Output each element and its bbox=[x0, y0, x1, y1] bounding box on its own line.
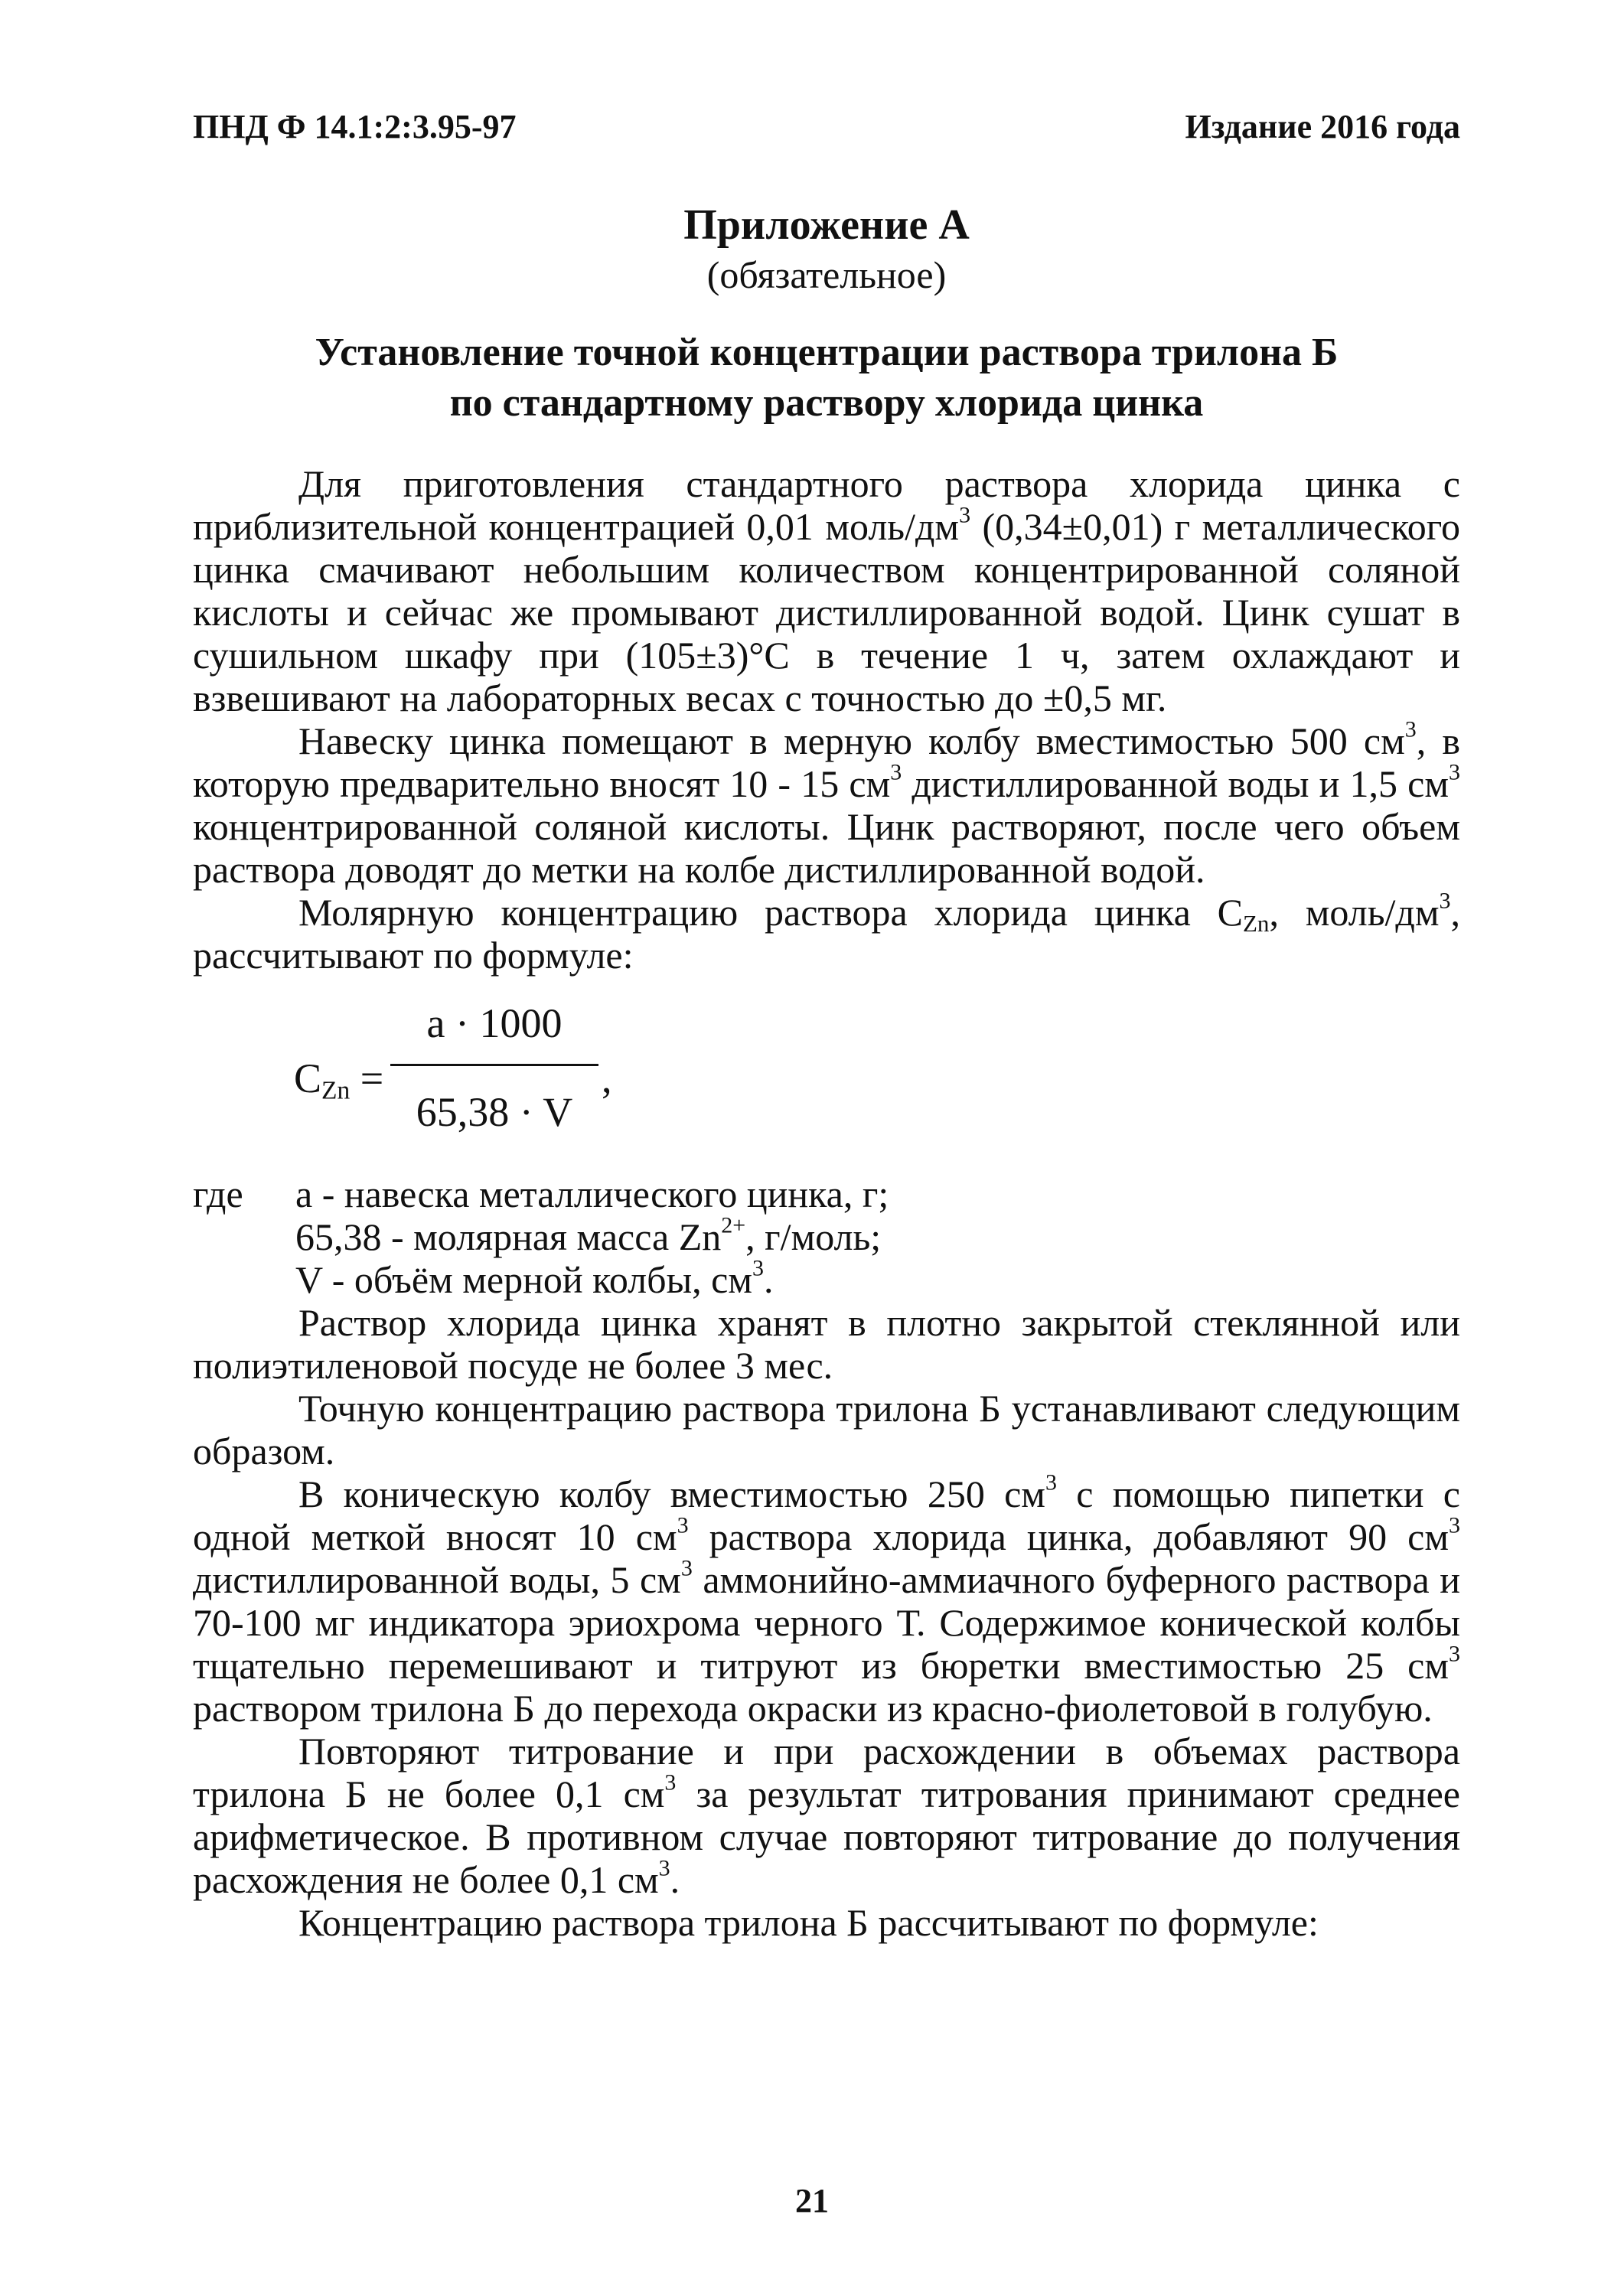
paragraph-zinc-preparation: Для приготовления стандартного раствора хлорида цинка с приблизительной концентрацией 0,01 моль/$дм^3$ (0,34±0,01) г металлического цинка смачивают небольшим количеством концентрированной соляной кислоты и сейчас же промывают дистиллированной водой. Цинк сушат в сушильном шкафу при (105±3)°С в течение 1 ч, затем охлаждают и взвешивают на лабораторных весах с точностью до ±0,5 мг. bbox=[193, 462, 1460, 719]
legend-label: где bbox=[193, 1172, 243, 1215]
section-title-line-1: Установление точной концентрации раствора трилона Б bbox=[315, 331, 1339, 374]
section-title-line-2: по стандартному раствору хлорида цинка bbox=[449, 381, 1204, 425]
document-code: ПНД Ф 14.1:2:3.95-97 bbox=[193, 108, 517, 145]
page-number: 21 bbox=[795, 2182, 829, 2219]
formula-numerator: a · 1000 bbox=[426, 1000, 563, 1046]
text-block-2 bbox=[193, 1301, 1460, 1944]
formula-lhs: $C_{Zn}$ = bbox=[294, 1055, 384, 1105]
formula-denominator: 65,38 · V bbox=[416, 1089, 573, 1135]
paragraph-molar-concentration: Молярную концентрацию раствора хлорида цинка $C_{Zn}$, моль/$дм^3$, рассчитывают по формуле: bbox=[193, 888, 1460, 977]
paragraph-titration: В коническую колбу вместимостью 250 $см^3$ с помощью пипетки с одной меткой вносят 10 $см^3$ раствора хлорида цинка, добавляют 90 $см^3$ дистиллированной воды, 5 $см^3$ аммонийно-аммиачного буферного раствора и 70-100 мг индикатора эриохрома черного Т. Содержимое конической колбы тщательно перемешивают и титруют из бюретки вместимостью 25 $см^3$ раствором трилона Б до перехода окраски из красно-фиолетовой в голубую. bbox=[193, 1469, 1460, 1730]
paragraph-storage: Раствор хлорида цинка хранят в плотно закрытой стеклянной или полиэтиленовой посуде не более 3 мес. bbox=[193, 1301, 1460, 1387]
appendix-title: Приложение А bbox=[683, 201, 970, 249]
paragraph-procedure-intro: Точную концентрацию раствора трилона Б устанавливают следующим образом. bbox=[193, 1387, 1460, 1473]
paragraph-dissolution: Навеску цинка помещают в мерную колбу вместимостью 500 $см^3$, в которую предварительно вносят 10 - 15 $см^3$ дистиллированной воды и 1,5 $см^3$ концентрированной соляной кислоты. Цинк растворяют, после чего объем раствора доводят до метки на колбе дистиллированной водой. bbox=[193, 716, 1460, 891]
formula-zinc-concentration bbox=[294, 1000, 677, 1153]
paragraph-trilon-formula-intro: Концентрацию раствора трилона Б рассчитывают по формуле: bbox=[298, 1901, 1319, 1944]
formula-comma: , bbox=[602, 1055, 612, 1101]
legend-item-a: a - навеска металлического цинка, г; bbox=[295, 1172, 889, 1215]
paragraph-repeat-titration: Повторяют титрование и при расхождении в объемах раствора трилона Б не более 0,1 $см^3$ за результат титрования принимают среднее арифметическое. В противном случае повторяют титрование до получения расхождения не более 0,1 $см^3$. bbox=[193, 1730, 1460, 1901]
legend-item-v: V - объём мерной колбы, $см^3$. bbox=[295, 1255, 774, 1301]
legend-item-molar-mass: 65,38 - молярная масса $Zn^{2+}$, г/моль; bbox=[295, 1212, 882, 1258]
appendix-subtitle: (обязательное) bbox=[706, 253, 947, 296]
edition-label: Издание 2016 года bbox=[1185, 108, 1460, 145]
text-block-1 bbox=[193, 462, 1460, 977]
section-title bbox=[193, 328, 1460, 429]
fraction-bar bbox=[390, 1064, 598, 1066]
